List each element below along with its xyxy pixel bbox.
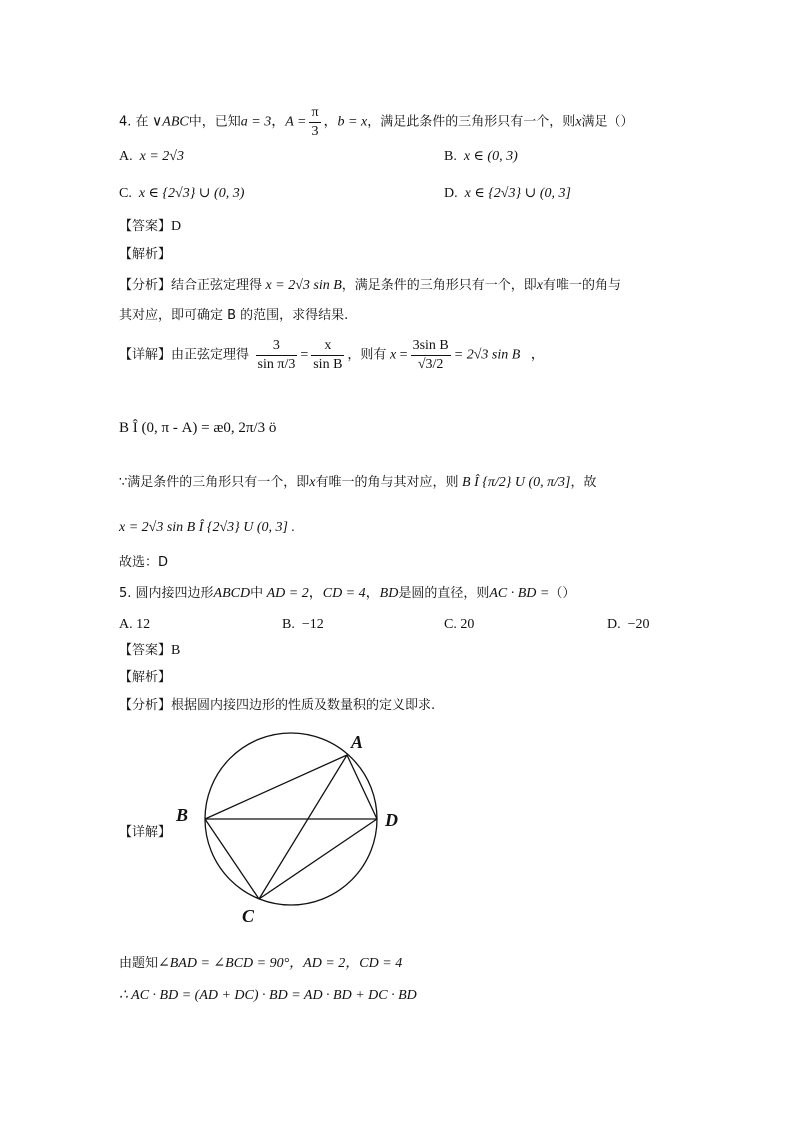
- circle-quadrilateral-figure: [170, 728, 410, 928]
- q5-option-b[interactable]: B. −12: [282, 617, 324, 632]
- q5-xiangjie-tag: 【详解】: [119, 825, 172, 840]
- q5-stem: 5. 圆内接四边形ABCD中 AD = 2，CD = 4，BD是圆的直径，则AC · BD =（）: [119, 586, 576, 601]
- label-c: C: [242, 906, 255, 926]
- segment-ba: [205, 755, 347, 819]
- fraction-3sinb: $\frac{\text{3sin B}}{√3/2}$: [412, 338, 449, 372]
- q4-fenxi-line2: 其对应，即可确定 B 的范围，求得结果.: [119, 308, 349, 323]
- pi-over-3: $\frac{\pi}{3}$: [311, 105, 319, 139]
- q5-answer: 【答案】B: [119, 643, 181, 658]
- label-a: A: [351, 732, 364, 752]
- fraction-3-over-sin: $\frac{3}{\text{sin π/3}}$: [257, 338, 296, 372]
- q4-option-a[interactable]: A. x = 2√3: [119, 149, 184, 164]
- q4-option-d[interactable]: D. x ∈ {2√3} ∪ (0, 3]: [444, 186, 571, 201]
- segment-ac: [259, 755, 347, 899]
- q4-final-line: x = 2√3 sin B Î {2√3} U (0, 3] .: [119, 520, 295, 535]
- label-d: D: [385, 810, 398, 830]
- q5-option-a[interactable]: A. 12: [119, 617, 151, 632]
- segment-ad: [347, 755, 377, 819]
- label-b: B: [176, 805, 189, 825]
- q5-option-d[interactable]: D. −20: [607, 617, 650, 632]
- segment-bc: [205, 819, 259, 899]
- q5-line1: 由题知∠BAD = ∠BCD = 90°，AD = 2，CD = 4: [119, 956, 403, 971]
- q4-option-c[interactable]: C. x ∈ {2√3} ∪ (0, 3): [119, 186, 245, 201]
- q4-range-line: B Î (0, π - A) = æ0, 2π/3 ö: [119, 420, 277, 436]
- q4-because-line: ∵满足条件的三角形只有一个，即x有唯一的角与其对应，则 B Î {π/2} U (0, π/3]，故: [119, 475, 597, 490]
- q5-option-c[interactable]: C. 20: [444, 617, 475, 632]
- q4-choose: 故选：D: [119, 555, 169, 570]
- q5-fenxi: 【分析】根据圆内接四边形的性质及数量积的定义即求.: [119, 698, 436, 713]
- segment-cd: [259, 819, 377, 899]
- q4-xiangjie: 【详解】由正弦定理得 $\frac{3}{\text{sin π/3}}$ = $\frac{x}{\text{sin B}}$ ，则有 x = $\frac{\text{3sin B}}{√3/2}$ = 2√3 sin B ，: [119, 338, 545, 372]
- q5-analysis-tag: 【解析】: [119, 670, 172, 685]
- q4-stem: 4. 在 ∨ABC中，已知a = 3，A = $\frac{\pi}{3}$ ，b = x，满足此条件的三角形只有一个，则x满足（）: [119, 105, 634, 139]
- q4-fenxi: 【分析】结合正弦定理得 x = 2√3 sin B，满足条件的三角形只有一个，即x有唯一的角与: [119, 278, 622, 293]
- q4-analysis-tag: 【解析】: [119, 247, 172, 262]
- q4-option-b[interactable]: B. x ∈ (0, 3): [444, 149, 518, 164]
- q5-line2: ∴ AC · BD = (AD + DC) · BD = AD · BD + DC · BD: [119, 988, 417, 1003]
- q4-answer: 【答案】D: [119, 219, 182, 234]
- fraction-x-over-sinb: $\frac{x}{\text{sin B}}$: [313, 338, 343, 372]
